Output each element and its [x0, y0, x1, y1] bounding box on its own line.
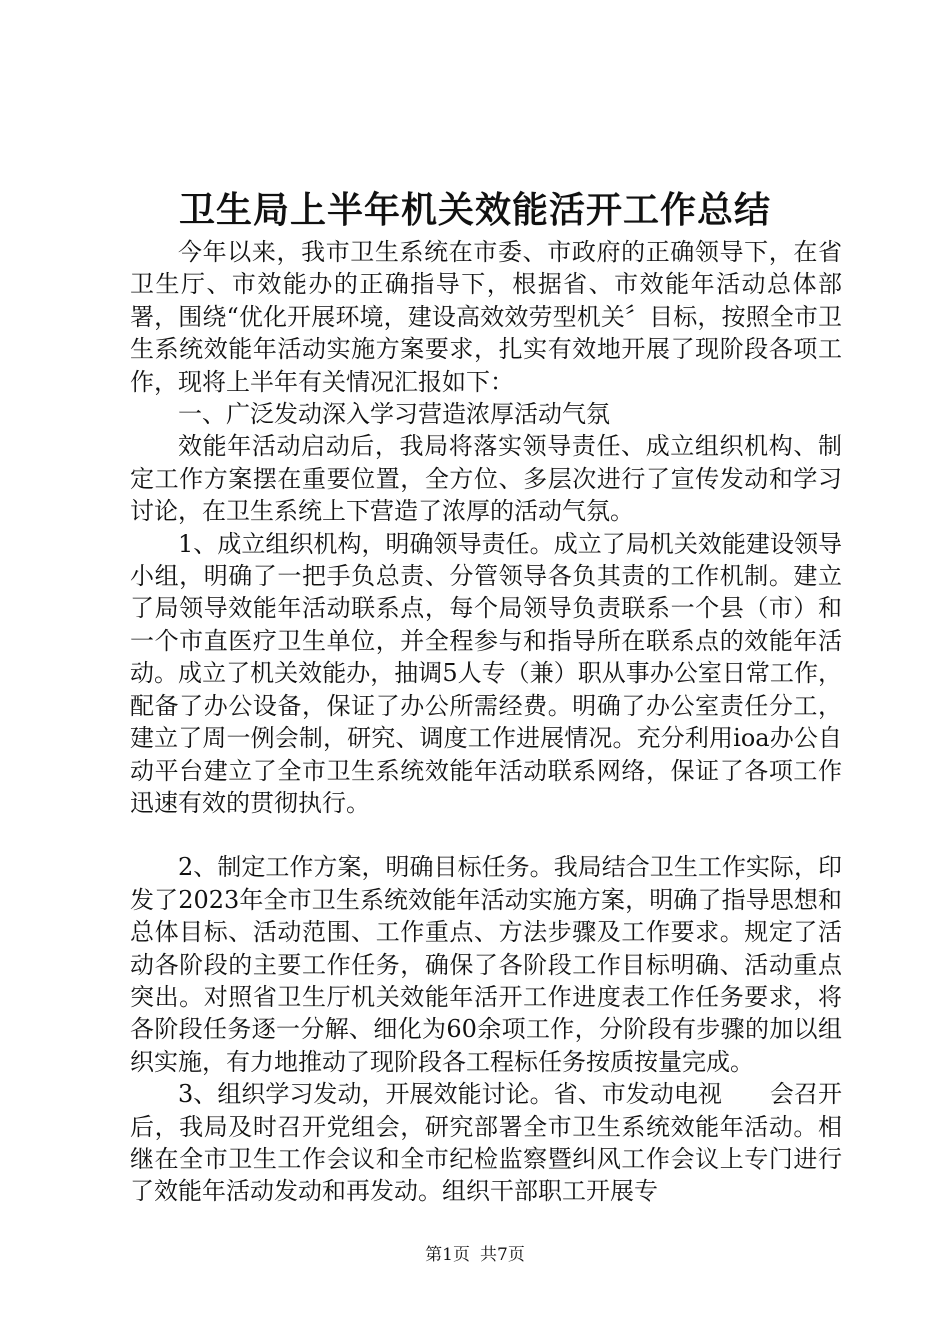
page-number: 第1页: [425, 1245, 470, 1265]
document-body: [130, 236, 842, 1208]
page-footer: [0, 1243, 950, 1267]
page-total: 共7页: [480, 1245, 525, 1265]
paragraph-item-3: 3、组织学习发动，开展效能讨论。省、市发动电视 会召开后，我局及时召开党组会，研究部署全市卫生系统效能年活动。相继在全市卫生工作会议和全市纪检监察暨纠风工作会议上专门进行了效能年活动发动和再发动。组织干部职工开展专: [130, 1080, 842, 1206]
paragraph-intro: 今年以来，我市卫生系统在市委、市政府的正确领导下，在省卫生厅、市效能办的正确指导下，根据省、市效能年活动总体部署，围绕“优化开展环境，建设高效效劳型机关〞目标，按照全市卫生系统效能年活动实施方案要求，扎实有效地开展了现阶段各项工作，现将上半年有关情况汇报如下：: [130, 238, 842, 396]
paragraph-overview: 效能年活动启动后，我局将落实领导责任、成立组织机构、制定工作方案摆在重要位置，全方位、多层次进行了宣传发动和学习讨论，在卫生系统上下营造了浓厚的活动气氛。: [130, 432, 842, 526]
section-heading: 一、广泛发动深入学习营造浓厚活动气氛: [178, 400, 610, 429]
paragraph-item-1: 1、成立组织机构，明确领导责任。成立了局机关效能建设领导小组，明确了一把手负总责、分管领导各负其责的工作机制。建立了局领导效能年活动联系点，每个局领导负责联系一个县（市）和一个市直医疗卫生单位，并全程参与和指导所在联系点的效能年活动。成立了机关效能办，抽调5人专（兼）职从事办公室日常工作，配备了办公设备，保证了办公所需经费。明确了办公室责任分工，建立了周一例会制，研究、调度工作进展情况。充分利用ioa办公自动平台建立了全市卫生系统效能年活动联系网络，保证了各项工作迅速有效的贯彻执行。: [130, 529, 842, 817]
document-title: 卫生局上半年机关效能活开工作总结: [178, 189, 771, 231]
paragraph-item-2: 2、制定工作方案，明确目标任务。我局结合卫生工作实际，印发了2023年全市卫生系统效能年活动实施方案，明确了指导思想和总体目标、活动范围、工作重点、方法步骤及工作要求。规定了活动各阶段的主要工作任务，确保了各阶段工作目标明确、活动重点突出。对照省卫生厅机关效能年活开工作进度表工作任务要求，将各阶段任务逐一分解、细化为60余项工作，分阶段有步骤的加以组织实施，有力地推动了现阶段各工程标任务按质按量完成。: [130, 853, 842, 1076]
paragraph-spacer: [130, 819, 842, 851]
